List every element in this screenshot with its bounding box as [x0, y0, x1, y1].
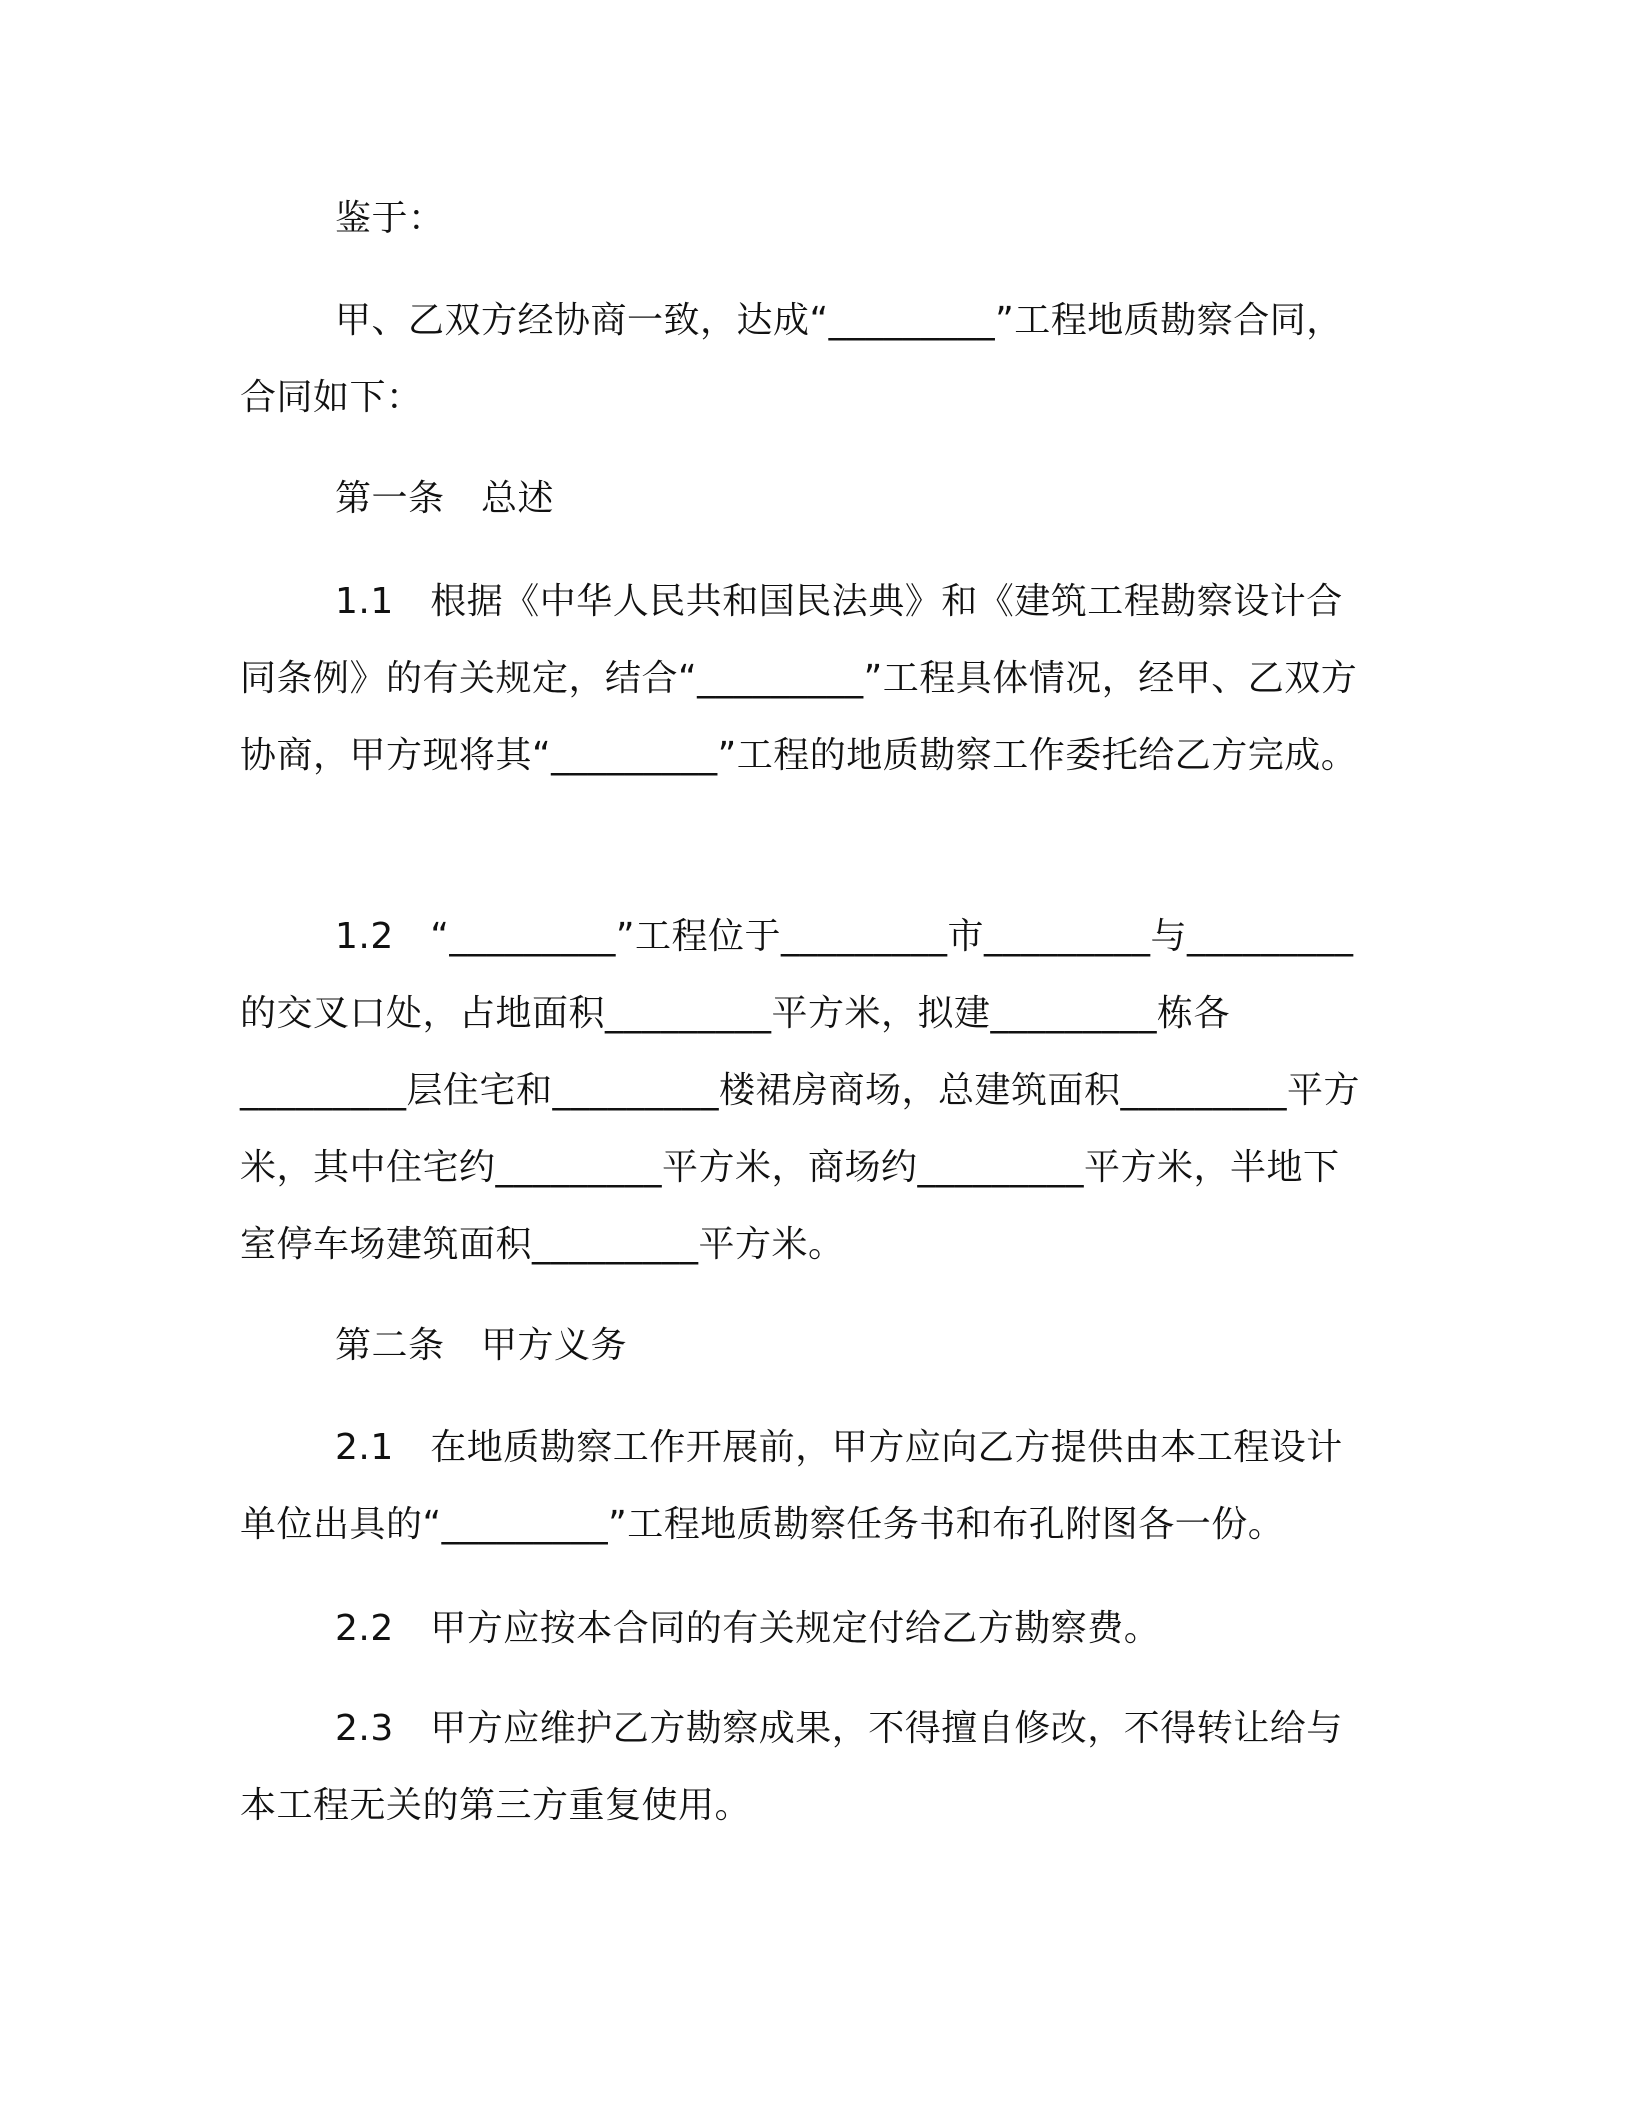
article-2-heading: 第二条 甲方义务	[335, 1325, 628, 1366]
agreement-paragraph: 甲、乙双方经协商一致，达成“_________”工程地质勘察合同，合同如下：	[240, 300, 1343, 418]
clause-2-3: 2.3 甲方应维护乙方勘察成果，不得擅自修改，不得转让给与本工程无关的第三方重复使用。	[240, 1708, 1343, 1826]
clause-2-1: 2.1 在地质勘察工作开展前，甲方应向乙方提供由本工程设计单位出具的“_________”工程地质勘察任务书和布孔附图各一份。	[240, 1427, 1343, 1545]
article-1-heading: 第一条 总述	[335, 478, 555, 519]
whereas-paragraph: 鉴于：	[335, 198, 445, 239]
clause-2-2: 2.2 甲方应按本合同的有关规定付给乙方勘察费。	[335, 1608, 1161, 1649]
clause-1-2: 1.2 “_________”工程位于_________市_________与_________的交叉口处，占地面积_________平方米，拟建_________栋各_________层住宅和_________楼裙房商场，总建筑面积_________平方米，其中住宅约_________平方米，商场约_________平方米，半地下室停车场建筑面积_________平方米。	[240, 916, 1361, 1265]
clause-1-1: 1.1 根据《中华人民共和国民法典》和《建筑工程勘察设计合同条例》的有关规定，结合“_________”工程具体情况，经甲、乙双方协商，甲方现将其“_________”工程的地质勘察工作委托给乙方完成。	[240, 581, 1358, 776]
